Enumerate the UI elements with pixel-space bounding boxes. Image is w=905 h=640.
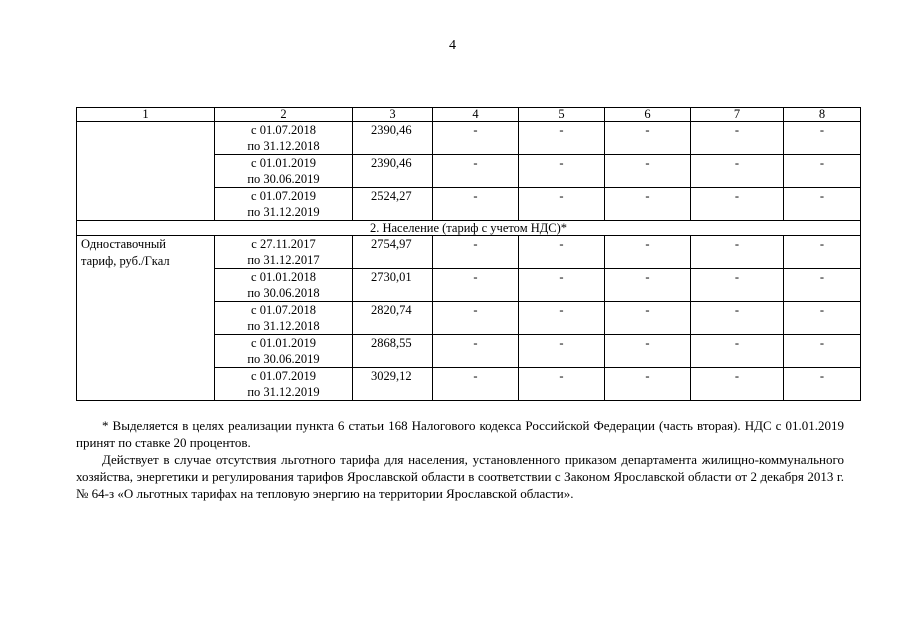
value-cell: - (433, 269, 519, 302)
period-cell (215, 188, 353, 221)
value-cell: - (605, 302, 691, 335)
value-cell: - (433, 155, 519, 188)
period-to: по 30.06.2018 (247, 286, 320, 300)
value-cell: - (433, 122, 519, 155)
value-cell: - (691, 269, 784, 302)
value-cell: - (433, 302, 519, 335)
value-cell: - (691, 302, 784, 335)
value-cell: - (519, 122, 605, 155)
value-cell: - (519, 302, 605, 335)
period-cell (215, 155, 353, 188)
value-cell: - (605, 269, 691, 302)
value-cell: - (519, 368, 605, 401)
period-cell (215, 236, 353, 269)
value-cell: - (784, 155, 861, 188)
section-title: 2. Население (тариф с учетом НДС)* (77, 221, 861, 236)
value-cell: - (605, 122, 691, 155)
value-cell: - (605, 368, 691, 401)
value-cell: - (605, 188, 691, 221)
column-header: 8 (784, 108, 861, 122)
value-cell: - (519, 155, 605, 188)
period-to: по 31.12.2019 (247, 385, 320, 399)
period-to: по 31.12.2019 (247, 205, 320, 219)
period-from: с 01.07.2018 (251, 123, 316, 137)
price-cell: 2390,46 (353, 155, 433, 188)
price-cell: 2390,46 (353, 122, 433, 155)
footnote-text: * Выделяется в целях реализации пункта 6 статьи 168 Налогового кодекса Российской Федерации (часть вторая). НДС с 01.01.2019 принят по ставке 20 процентов. (76, 418, 844, 450)
period-to: по 30.06.2019 (247, 352, 320, 366)
column-header: 1 (77, 108, 215, 122)
tariff-type-cell (77, 122, 215, 221)
period-from: с 01.01.2019 (251, 336, 316, 350)
price-cell: 2754,97 (353, 236, 433, 269)
value-cell: - (784, 335, 861, 368)
value-cell: - (519, 269, 605, 302)
value-cell: - (784, 302, 861, 335)
page-number: 4 (449, 38, 456, 53)
column-header: 6 (605, 108, 691, 122)
period-cell (215, 302, 353, 335)
tariff-name-line2: тариф, руб./Гкал (81, 254, 170, 268)
price-cell: 2730,01 (353, 269, 433, 302)
price-cell: 2820,74 (353, 302, 433, 335)
column-header: 3 (353, 108, 433, 122)
value-cell: - (433, 368, 519, 401)
column-header: 7 (691, 108, 784, 122)
period-from: с 01.07.2019 (251, 369, 316, 383)
value-cell: - (433, 236, 519, 269)
period-cell (215, 122, 353, 155)
applicability-paragraph: Действует в случае отсутствия льготного тарифа для населения, установленного приказом департамента жилищно-коммунального хозяйства, энергетики и регулирования тарифов Ярославской области в соответствии с Законом Ярославской области от 2 декабря 2013 г. № 64-з «О льготных тарифах на тепловую энергию на территории Ярославской области». (76, 452, 844, 501)
tariff-name-line1: Одноставочный (81, 237, 166, 251)
value-cell: - (605, 155, 691, 188)
value-cell: - (784, 188, 861, 221)
table-row (77, 236, 861, 269)
period-to: по 30.06.2019 (247, 172, 320, 186)
period-to: по 31.12.2018 (247, 139, 320, 153)
column-header: 2 (215, 108, 353, 122)
value-cell: - (519, 335, 605, 368)
period-from: с 01.07.2018 (251, 303, 316, 317)
period-cell (215, 269, 353, 302)
value-cell: - (784, 236, 861, 269)
period-to: по 31.12.2017 (247, 253, 320, 267)
tariff-table (76, 107, 861, 401)
period-cell (215, 335, 353, 368)
value-cell: - (784, 269, 861, 302)
period-cell (215, 368, 353, 401)
value-cell: - (605, 335, 691, 368)
tariff-type-cell (77, 236, 215, 401)
section-row (77, 221, 861, 236)
price-cell: 2868,55 (353, 335, 433, 368)
value-cell: - (691, 188, 784, 221)
table-row (77, 122, 861, 155)
column-header: 5 (519, 108, 605, 122)
notes (76, 417, 844, 502)
value-cell: - (691, 368, 784, 401)
column-header: 4 (433, 108, 519, 122)
value-cell: - (519, 236, 605, 269)
value-cell: - (691, 335, 784, 368)
value-cell: - (433, 335, 519, 368)
value-cell: - (691, 236, 784, 269)
price-cell: 2524,27 (353, 188, 433, 221)
value-cell: - (784, 122, 861, 155)
value-cell: - (691, 155, 784, 188)
period-to: по 31.12.2018 (247, 319, 320, 333)
value-cell: - (433, 188, 519, 221)
value-cell: - (691, 122, 784, 155)
price-cell: 3029,12 (353, 368, 433, 401)
period-from: с 27.11.2017 (251, 237, 316, 251)
table-header-row (77, 108, 861, 122)
period-from: с 01.01.2019 (251, 156, 316, 170)
period-from: с 01.01.2018 (251, 270, 316, 284)
value-cell: - (605, 236, 691, 269)
value-cell: - (519, 188, 605, 221)
period-from: с 01.07.2019 (251, 189, 316, 203)
value-cell: - (784, 368, 861, 401)
